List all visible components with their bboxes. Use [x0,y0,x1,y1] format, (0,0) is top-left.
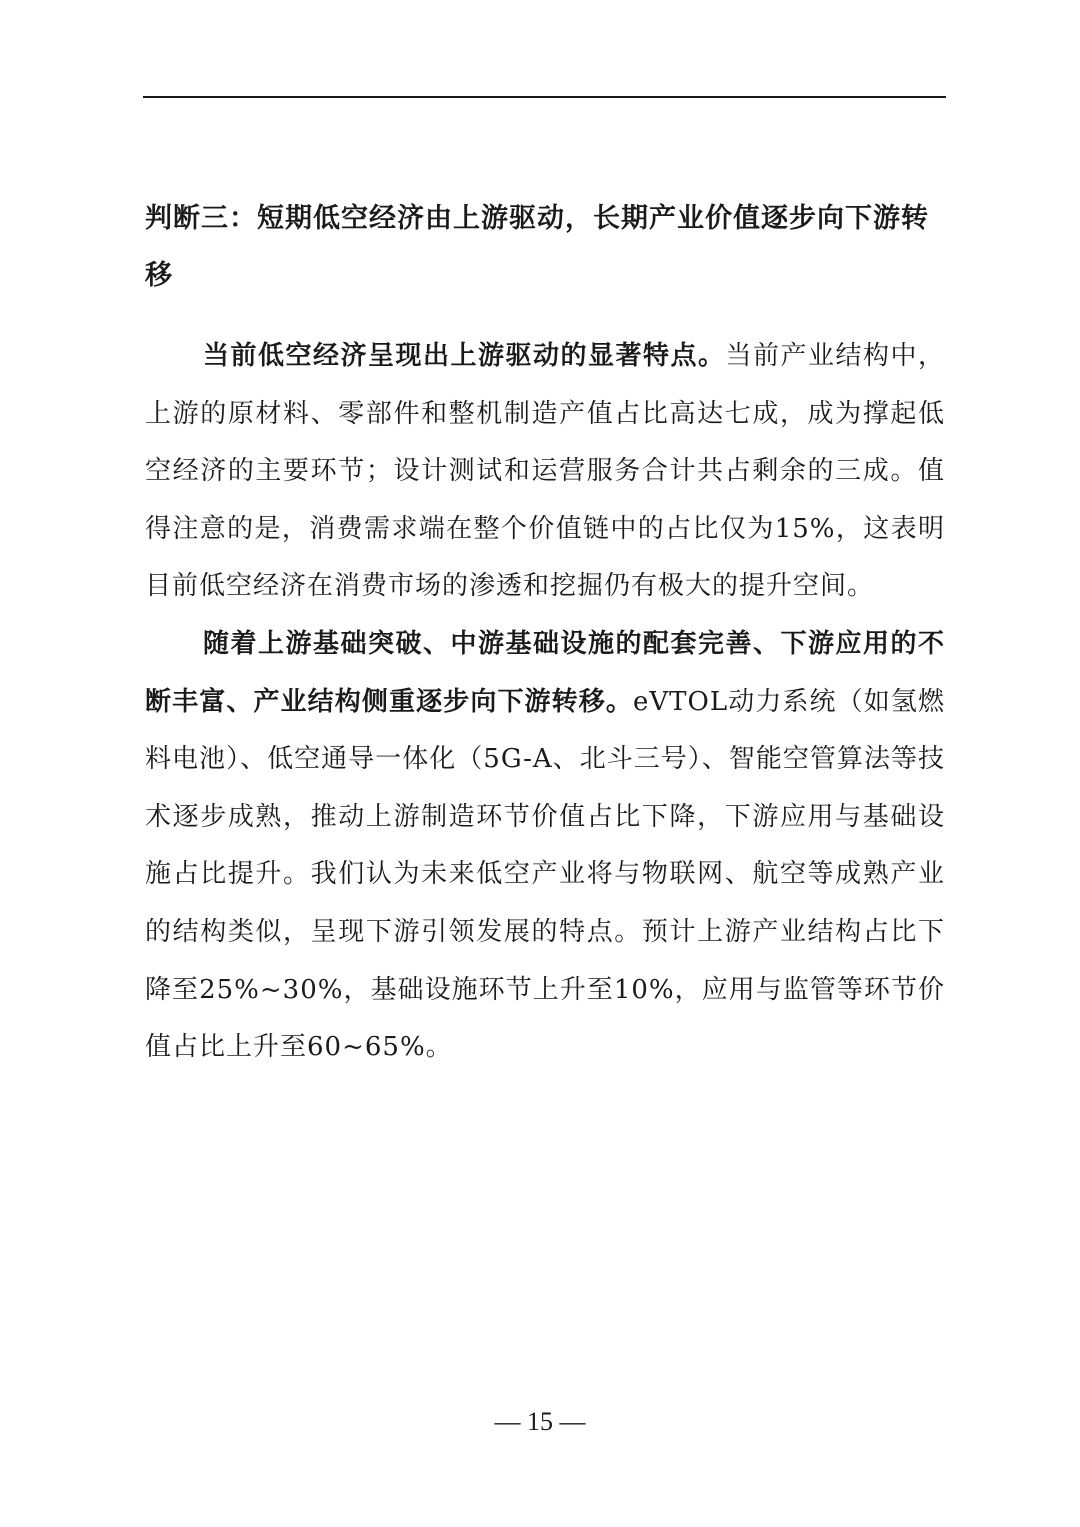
paragraph-downstream-shift [145,616,945,1077]
paragraph-body: eVTOL动力系统（如氢燃料电池）、低空通导一体化（5G-A、北斗三号）、智能空管算法等技术逐步成熟，推动上游制造环节价值占比下降，下游应用与基础设施占比提升。我们认为未来低空产业将与物联网、航空等成熟产业的结构类似，呈现下游引领发展的特点。预计上游产业结构占比下降至25%~30%，基础设施环节上升至10%，应用与监管等环节价值占比上升至60~65%。 [145,686,945,1063]
section-heading: 判断三：短期低空经济由上游驱动，长期产业价值逐步向下游转移 [145,203,929,291]
document-body [145,190,945,1077]
paragraph-upstream-driven [145,328,945,616]
paragraph-lead: 当前低空经济呈现出上游驱动的显著特点。 [203,341,726,371]
page-number: — 15 — [494,1407,586,1436]
header-rule [143,96,946,98]
paragraph-body: 当前产业结构中，上游的原材料、零部件和整机制造产值占比高达七成，成为撑起低空经济的主要环节；设计测试和运营服务合计共占剩余的三成。值得注意的是，消费需求端在整个价值链中的占比仅为15%，这表明目前低空经济在消费市场的渗透和挖掘仍有极大的提升空间。 [145,341,945,602]
paragraph-lead: 随着上游基础突破、中游基础设施的配套完善、下游应用的不断丰富、产业结构侧重逐步向下游转移。 [145,628,945,717]
